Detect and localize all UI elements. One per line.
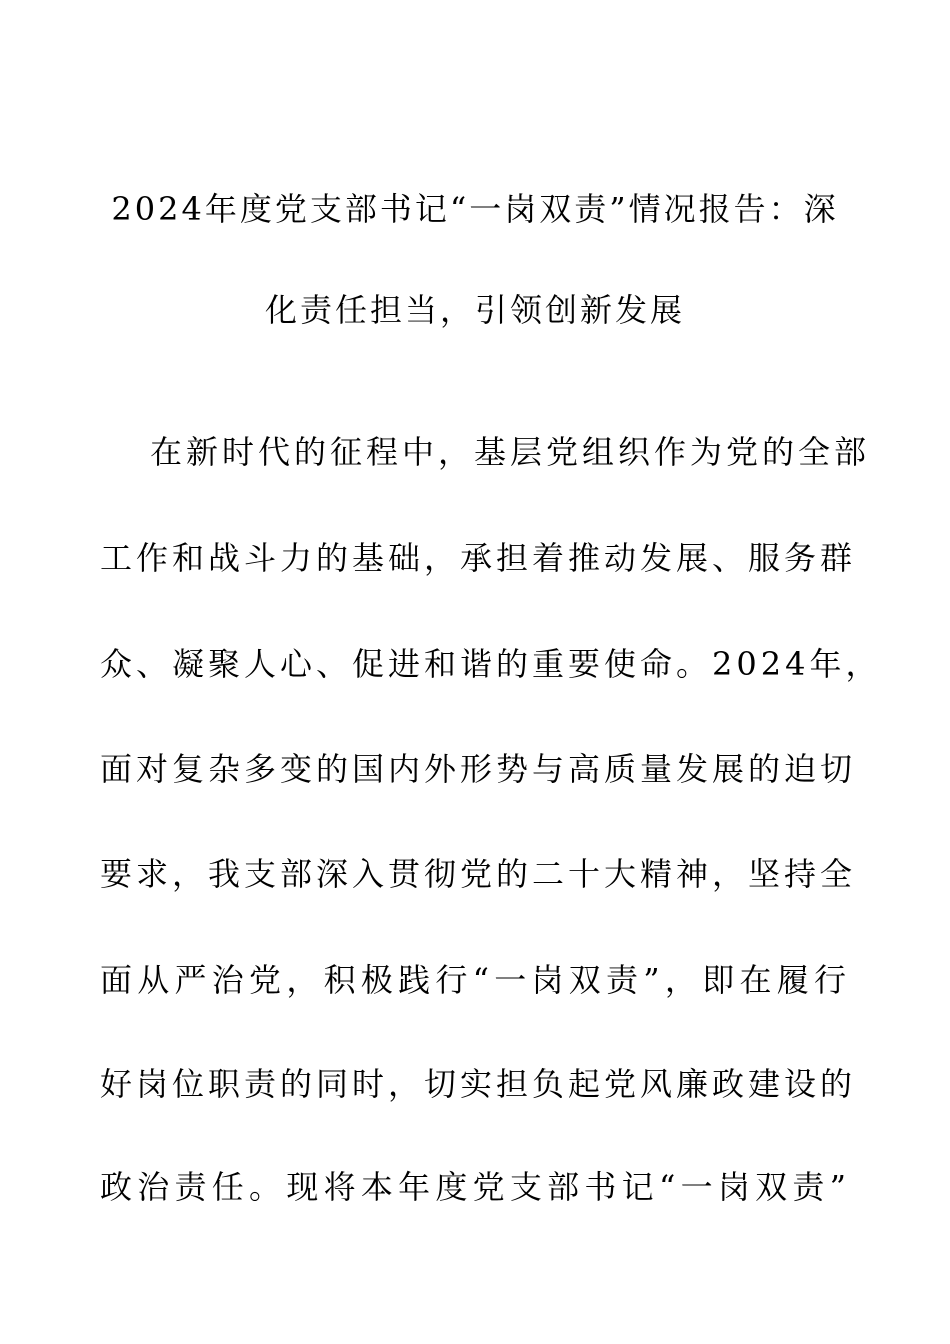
paragraph-line-1: 在新时代的征程中，基层党组织作为党的全部 [150,433,871,471]
document-title-line-2: 化责任担当，引领创新发展 [264,291,685,329]
paragraph-line-6: 面从严治党，积极践行“一岗双责”，即在履行 [100,961,850,999]
document-title-line-1: 2024年度党支部书记“一岗双责”情况报告：深 [111,190,839,228]
paragraph-line-4: 面对复杂多变的国内外形势与高质量发展的迫切 [100,750,857,788]
paragraph-line-3: 众、凝聚人心、促进和谐的重要使命。2024年， [100,645,882,683]
paragraph-line-7: 好岗位职责的同时，切实担负起党风廉政建设的 [100,1065,857,1103]
paragraph-line-5: 要求，我支部深入贯彻党的二十大精神，坚持全 [100,855,857,893]
paragraph-line-8: 政治责任。现将本年度党支部书记“一岗双责” [100,1168,850,1206]
paragraph-line-2: 工作和战斗力的基础，承担着推动发展、服务群 [100,539,857,577]
